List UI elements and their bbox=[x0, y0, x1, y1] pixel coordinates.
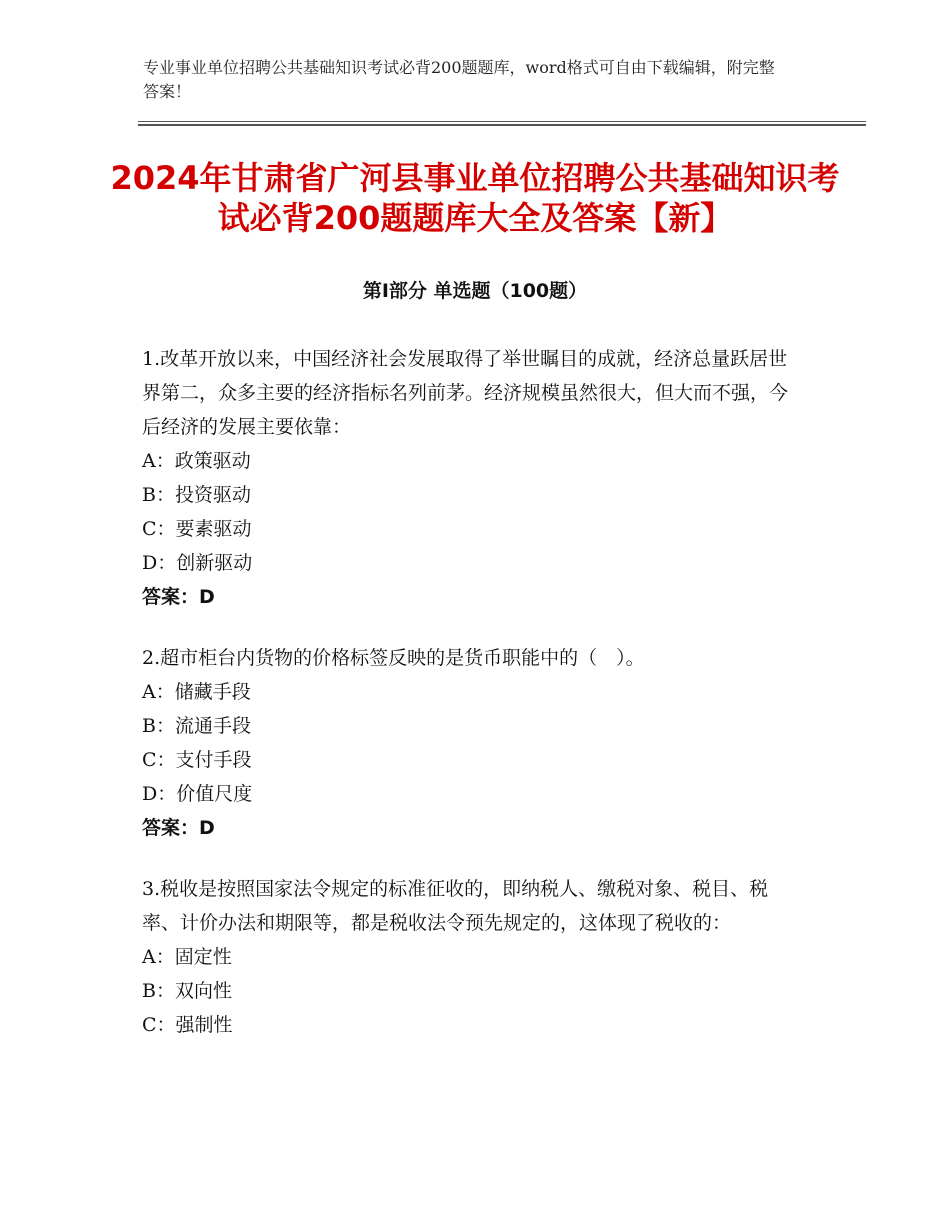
header-note: 专业事业单位招聘公共基础知识考试必背200题题库，word格式可自由下载编辑，附完整答案！ bbox=[143, 58, 775, 101]
option-d: D：价值尺度 bbox=[142, 783, 253, 805]
answer: 答案：D bbox=[142, 586, 215, 608]
document-title: 2024年甘肃省广河县事业单位招聘公共基础知识考试必背200题题库大全及答案【新】 bbox=[110, 159, 840, 237]
header-rule-thick bbox=[138, 124, 866, 126]
question-stem: 3.税收是按照国家法令规定的标准征收的，即纳税人、缴税对象、税目、税率、计价办法和期限等，都是税收法令预先规定的，这体现了税收的： bbox=[142, 878, 769, 934]
question-stem: 2.超市柜台内货物的价格标签反映的是货币职能中的（ ）。 bbox=[142, 647, 645, 669]
option-b: B：双向性 bbox=[142, 980, 232, 1002]
option-a: A：政策驱动 bbox=[142, 450, 251, 472]
answer: 答案：D bbox=[142, 817, 215, 839]
option-a: A：固定性 bbox=[142, 946, 232, 968]
option-c: C：支付手段 bbox=[142, 749, 252, 771]
option-d: D：创新驱动 bbox=[142, 552, 253, 574]
header-rule bbox=[138, 121, 866, 122]
option-c: C：强制性 bbox=[142, 1014, 233, 1036]
section-heading: 第Ⅰ部分 单选题（100题） bbox=[362, 280, 588, 302]
option-b: B：投资驱动 bbox=[142, 484, 251, 506]
question-3 bbox=[142, 872, 802, 1042]
question-2 bbox=[142, 641, 802, 845]
question-stem: 1.改革开放以来，中国经济社会发展取得了举世瞩目的成就，经济总量跃居世界第二，众多主要的经济指标名列前茅。经济规模虽然很大，但大而不强，今后经济的发展主要依靠： bbox=[142, 348, 789, 438]
option-b: B：流通手段 bbox=[142, 715, 251, 737]
option-c: C：要素驱动 bbox=[142, 518, 252, 540]
option-a: A：储藏手段 bbox=[142, 681, 251, 703]
question-1 bbox=[142, 342, 802, 614]
question-list bbox=[142, 342, 802, 1069]
